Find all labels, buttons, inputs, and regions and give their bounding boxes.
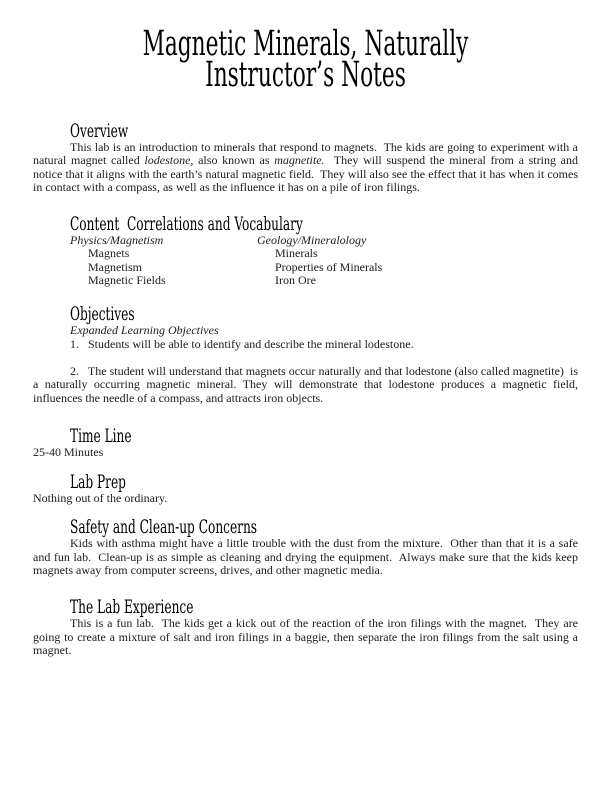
time-line-text: 25-40 Minutes — [33, 444, 104, 459]
heading-objectives: Objectives — [70, 303, 135, 326]
vocabulary-table — [70, 234, 578, 287]
objective-item-2: 2. The student will understand that magnets occur naturally and that lodestone (also called magnetite) is a naturally occurring magnetic mineral. They will demonstrate that lodestone produces a magnetic field, influences the needle of a compass, and attracts iron objects. — [33, 363, 578, 405]
italic-term-magnetite: magnetite. — [274, 153, 325, 168]
heading-lab-experience: The Lab Experience — [70, 596, 194, 619]
vocabulary-item: Minerals — [275, 246, 318, 261]
lab-prep-text: Nothing out of the ordinary. — [33, 491, 168, 506]
heading-time-line: Time Line — [70, 424, 132, 447]
vocabulary-column-physics — [70, 234, 257, 287]
title-line-2: Instructor’s Notes — [205, 55, 406, 95]
heading-lab-prep: Lab Prep — [70, 471, 126, 494]
italic-term-lodestone: lodestone, — [144, 153, 194, 168]
vocabulary-item: Magnetic Fields — [88, 273, 166, 288]
document-title — [33, 24, 578, 95]
safety-paragraph: Kids with asthma might have a little trouble with the dust from the mixture. Other than that it is a safe and fun lab. Clean-up is as simple as cleaning and drying the equipment. Always make sure that the kids keep magnets away from computer screens, drives, and other magnetic media. — [33, 536, 578, 578]
heading-safety: Safety and Clean-up Concerns — [70, 516, 258, 539]
vocabulary-column-geology — [257, 234, 578, 287]
vocabulary-item: Iron Ore — [275, 273, 316, 288]
text-run: also known as — [193, 153, 275, 168]
vocabulary-column-label: Geology/Mineralology — [257, 233, 367, 248]
text-run: This lab is an introduction to minerals that respond to magnets. The kids are going to experiment with a natural magnet called — [33, 140, 578, 168]
objectives-subheading: Expanded Learning Objectives — [70, 323, 219, 338]
objective-item-1: 1. Students will be able to identify and describe the mineral lodestone. — [70, 336, 414, 351]
lab-experience-paragraph: This is a fun lab. The kids get a kick out of the reaction of the iron filings with the magnet. They are going to create a mixture of salt and iron filings in a baggie, then separate the iron filings from the salt using a magnet. — [33, 616, 578, 657]
overview-paragraph — [33, 141, 578, 194]
text-run: They will suspend the mineral from a string and notice that it aligns with the earth’s natural magnetic field. They will also see the effect that it has when it comes in contact with a compass, as well as the influence it has on a pile of iron filings. — [33, 153, 578, 194]
vocabulary-item: Magnetism — [88, 259, 142, 274]
vocabulary-item: Properties of Minerals — [275, 259, 383, 274]
heading-content-correlations: Content Correlations and Vocabulary — [70, 213, 303, 236]
heading-overview: Overview — [70, 120, 129, 142]
vocabulary-column-label: Physics/Magnetism — [70, 233, 164, 248]
title-line-1: Magnetic Minerals, Naturally — [142, 24, 469, 64]
vocabulary-item: Magnets — [88, 246, 130, 261]
